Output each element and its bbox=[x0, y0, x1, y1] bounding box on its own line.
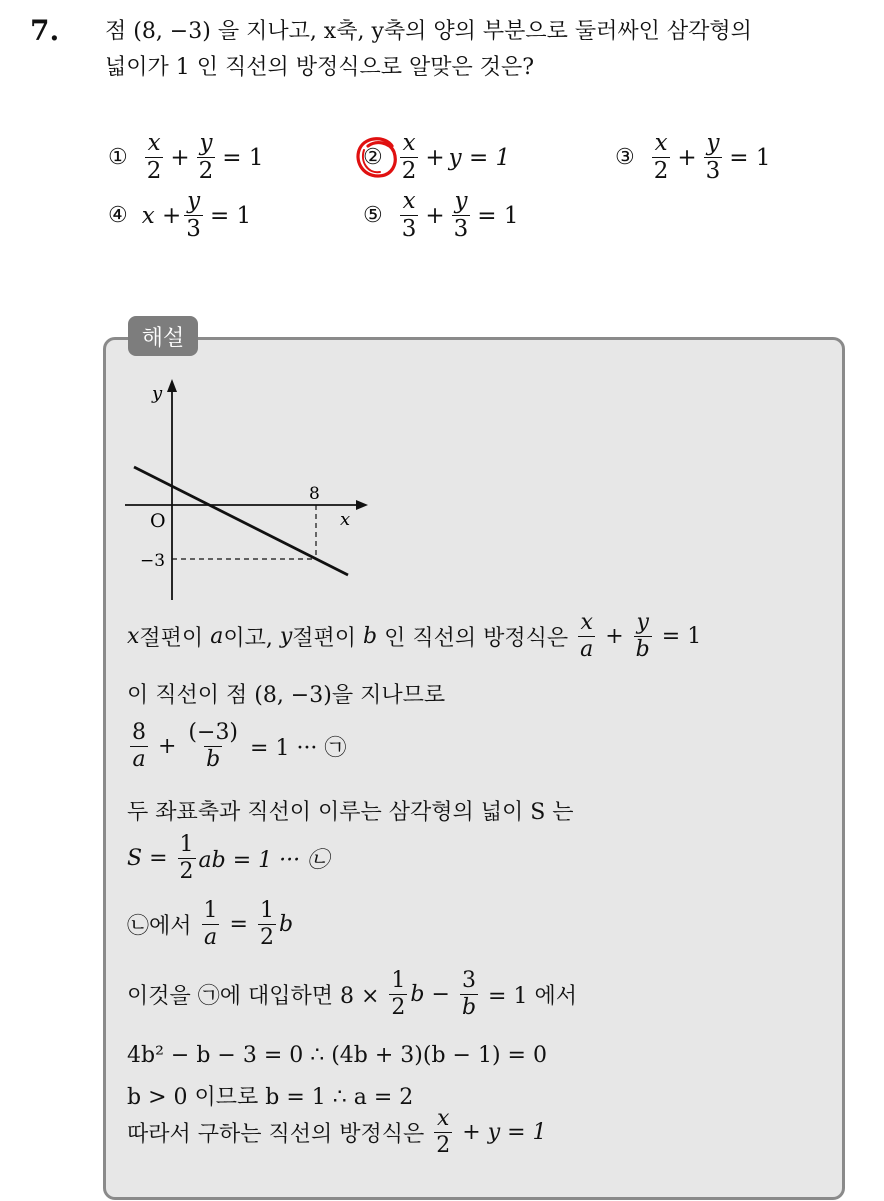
equals-one: = 1 bbox=[477, 202, 519, 229]
fraction: $\frac{y}{3}$ bbox=[453, 188, 469, 242]
text: 절편이 bbox=[139, 626, 204, 651]
solution-line-10 bbox=[127, 1108, 547, 1157]
var-b: b bbox=[363, 624, 378, 649]
equals-one: = 1 bbox=[222, 144, 264, 171]
text: S = bbox=[127, 846, 168, 871]
option-number: ④ bbox=[108, 203, 128, 228]
fraction: $\frac{y}{3}$ bbox=[186, 188, 201, 242]
option-tail: y = 1 bbox=[448, 144, 511, 171]
fraction: $\frac{x}{2}$ bbox=[653, 130, 669, 184]
text: 절편이 bbox=[292, 626, 357, 651]
solution-line-4 bbox=[127, 795, 574, 826]
solution-line-5 bbox=[127, 834, 329, 883]
solution-line-6 bbox=[127, 900, 293, 949]
text: + y = 1 bbox=[462, 1120, 547, 1145]
fraction: $\frac{x}{2}$ bbox=[401, 130, 417, 184]
solution-graph bbox=[120, 375, 380, 600]
text: 두 좌표축과 직선이 이루는 삼각형의 넓이 S 는 bbox=[127, 800, 574, 825]
solution-line-1: x 절편이 a 이고, y 절편이 b 인 직선의 방정식은 $\frac{x}{a}$ + $\frac{y}{b}$ = 1 bbox=[127, 610, 702, 662]
solution-line-9 bbox=[127, 1080, 413, 1111]
solution-tag: 해설 bbox=[128, 316, 198, 356]
fraction: $\frac{x}{3}$ bbox=[401, 188, 417, 242]
fraction: $\frac{x}{a}$ bbox=[580, 610, 594, 662]
text: = 1 ··· ㉠ bbox=[250, 736, 347, 761]
text: = 1 bbox=[661, 624, 702, 649]
x-tick-label: 8 bbox=[309, 484, 320, 504]
plus-sign: + bbox=[170, 144, 190, 171]
fraction: $\frac{1}{2}$ bbox=[391, 968, 406, 1020]
x-axis-arrow-icon bbox=[356, 500, 368, 510]
fraction: $\frac{1}{2}$ bbox=[179, 832, 194, 884]
option-head: x + bbox=[141, 202, 182, 229]
fraction: $\frac{x}{2}$ bbox=[436, 1106, 451, 1158]
solution-line-2 bbox=[127, 678, 445, 709]
fraction: $\frac{y}{2}$ bbox=[198, 130, 214, 184]
fraction: $\frac{y}{b}$ bbox=[635, 610, 650, 662]
plus-sign: + bbox=[425, 202, 445, 229]
text: 이고, bbox=[223, 626, 273, 651]
text: ㉡에서 bbox=[127, 914, 192, 939]
text: 이것을 ㉠에 대입하면 8 × bbox=[127, 984, 380, 1009]
question-line-2: 넓이가 1 인 직선의 방정식으로 알맞은 것은? bbox=[105, 55, 535, 80]
fraction: $\frac{8}{a}$ bbox=[132, 720, 146, 772]
text: = bbox=[229, 912, 248, 937]
fraction: $\frac{y}{3}$ bbox=[705, 130, 721, 184]
solution-line-8 bbox=[127, 1043, 547, 1068]
option-3[interactable] bbox=[615, 132, 771, 183]
option-number: ⑤ bbox=[363, 203, 383, 228]
text: b bbox=[278, 912, 294, 937]
fraction: $\frac{(-3)}{b}$ bbox=[188, 720, 239, 772]
option-number: ② bbox=[363, 145, 383, 170]
var-a: a bbox=[210, 624, 224, 649]
text: = 1 에서 bbox=[488, 984, 577, 1009]
origin-label: O bbox=[150, 510, 166, 532]
text: 인 직선의 방정식은 bbox=[384, 626, 569, 651]
var-y: y bbox=[279, 624, 293, 649]
text: 4b² − b − 3 = 0 ∴ (4b + 3)(b − 1) = 0 bbox=[127, 1043, 547, 1068]
fraction: $\frac{x}{2}$ bbox=[146, 130, 162, 184]
fraction: $\frac{3}{b}$ bbox=[461, 968, 477, 1020]
text: 따라서 구하는 직선의 방정식은 bbox=[127, 1122, 425, 1147]
option-4[interactable] bbox=[108, 190, 251, 241]
question-line-1: 점 (8, −3) 을 지나고, x축, y축의 양의 부분으로 둘러싸인 삼각형의 bbox=[105, 19, 752, 44]
fraction: $\frac{1}{2}$ bbox=[259, 898, 274, 950]
option-1[interactable] bbox=[108, 132, 264, 183]
question-text bbox=[105, 14, 865, 86]
option-2[interactable] bbox=[363, 132, 510, 183]
text: 이 직선이 점 (8, −3)을 지나므로 bbox=[127, 683, 446, 708]
option-5[interactable] bbox=[363, 190, 519, 241]
equals-one: = 1 bbox=[209, 202, 252, 229]
question-number: 7. bbox=[30, 14, 60, 47]
fraction: $\frac{1}{a}$ bbox=[203, 898, 218, 950]
plus-sign: + bbox=[425, 144, 445, 171]
y-tick-label: −3 bbox=[140, 551, 166, 571]
text: b > 0 이므로 b = 1 ∴ a = 2 bbox=[127, 1085, 414, 1110]
var-x: x bbox=[127, 624, 140, 649]
plus-sign: + bbox=[677, 144, 697, 171]
option-number: ① bbox=[108, 145, 128, 170]
solution-line-7 bbox=[127, 970, 577, 1019]
equals-one: = 1 bbox=[729, 144, 771, 171]
solution-line-3: $\frac{8}{a}$ + $\frac{(-3)}{b}$ = 1 ··· ㉠ bbox=[132, 720, 347, 772]
text: b − bbox=[410, 982, 450, 1007]
option-number: ③ bbox=[615, 145, 635, 170]
y-axis-label: y bbox=[152, 383, 163, 404]
text: ab = 1 ··· ㉡ bbox=[198, 848, 330, 873]
y-axis-arrow-icon bbox=[167, 379, 177, 392]
x-axis-label: x bbox=[340, 509, 351, 530]
